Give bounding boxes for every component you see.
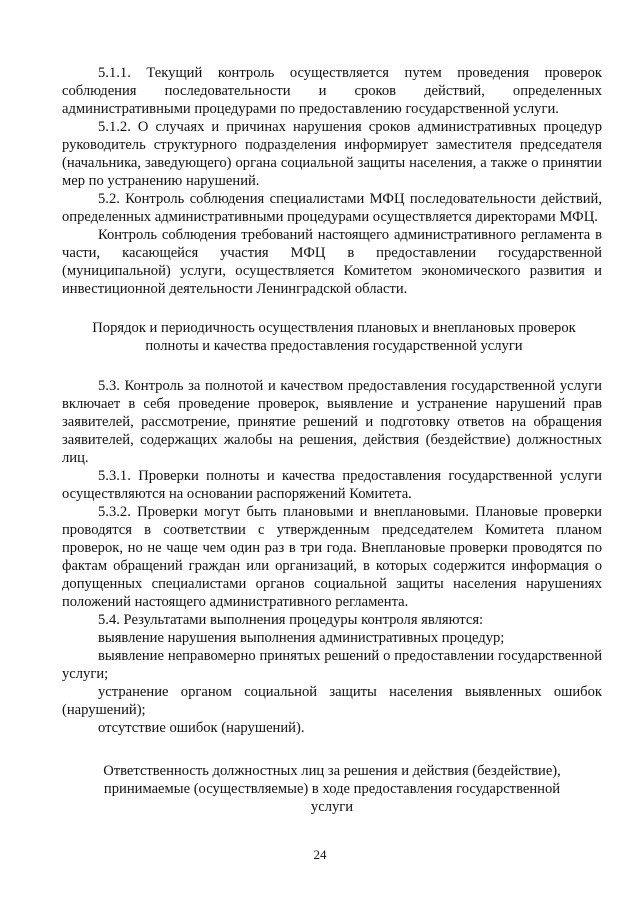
document-page: [62, 64, 602, 816]
section-heading-inspections: Порядок и периодичность осуществления плановых и внеплановых проверок полноты и качества предоставления государственной услуги: [92, 320, 576, 354]
list-item-result-3: устранение органом социальной защиты населения выявленных ошибок (нарушений);: [62, 684, 602, 718]
paragraph-5-3: 5.3. Контроль за полнотой и качеством предоставления государственной услуги включает в себя проведение проверок, выявление и устранение нарушений прав заявителей, рассмотрение, принятие решений и подготовку ответов на обращения заявителей, содержащих жалобы на решения, действия (бездействие) должностных лиц.: [62, 378, 602, 466]
list-item-result-2: выявление неправомерно принятых решений о предоставлении государственной услуги;: [62, 648, 602, 682]
list-item-result-1: выявление нарушения выполнения административных процедур;: [98, 630, 505, 646]
paragraph-mfc-control: Контроль соблюдения требований настоящего административного регламента в части, касающейся участия МФЦ в предоставлении государственной (муниципальной) услуги, осуществляется Комитетом экономического развития и инвестиционной деятельности Ленинградской области.: [62, 227, 602, 297]
paragraph-5-1-1: 5.1.1. Текущий контроль осуществляется путем проведения проверок соблюдения последовательности и сроков действий, определенных административными процедурами по предоставлению государственной услуги.: [62, 65, 602, 117]
section-heading-responsibility: Ответственность должностных лиц за решения и действия (бездействие), принимаемые (осуществляемые) в ходе предоставления государственной услуги: [103, 763, 561, 815]
paragraph-5-4: 5.4. Результатами выполнения процедуры контроля являются:: [98, 612, 484, 628]
page-number: 24: [313, 847, 327, 862]
paragraph-5-3-1: 5.3.1. Проверки полноты и качества предоставления государственной услуги осуществляются на основании распоряжений Комитета.: [62, 468, 602, 502]
list-item-result-4: отсутствие ошибок (нарушений).: [98, 720, 305, 736]
paragraph-5-1-2: 5.1.2. О случаях и причинах нарушения сроков административных процедур руководитель структурного подразделения информирует заместителя председателя (начальника, заведующего) органа социальной защиты населения, а также о принятии мер по устранению нарушений.: [62, 119, 602, 189]
paragraph-5-3-2: 5.3.2. Проверки могут быть плановыми и внеплановыми. Плановые проверки проводятся в соответствии с утвержденным председателем Комитета планом проверок, но не чаще чем один раз в три года. Внеплановые проверки проводятся по фактам обращений граждан или организаций, в которых содержится информация о допущенных специалистами органов социальной защиты населения нарушениях положений настоящего административного регламента.: [62, 504, 602, 610]
paragraph-5-2: 5.2. Контроль соблюдения специалистами МФЦ последовательности действий, определенных административными процедурами осуществляется директорами МФЦ.: [62, 191, 602, 225]
